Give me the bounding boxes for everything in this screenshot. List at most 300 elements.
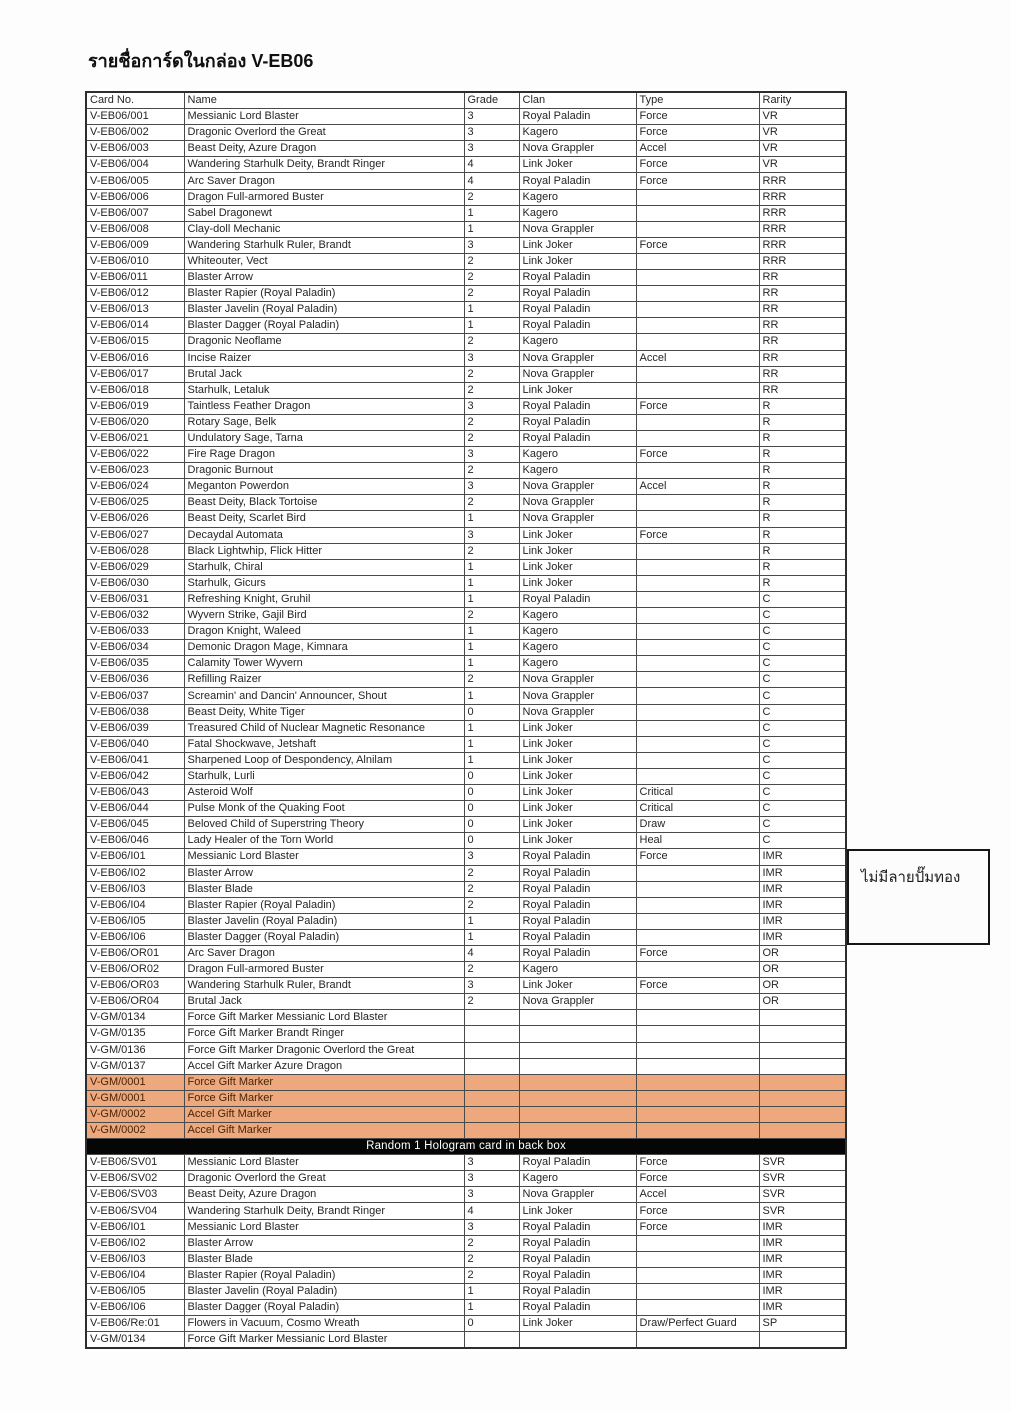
header-row [86,92,846,109]
cell-name: Fatal Shockwave, Jetshaft [184,736,464,752]
table-row [86,608,846,624]
cell-card-no: V-EB06/I02 [86,1235,184,1251]
cell-rarity: C [759,704,846,720]
cell-rarity: R [759,430,846,446]
cell-clan: Royal Paladin [519,302,636,318]
cell-clan: Kagero [519,205,636,221]
cell-card-no: V-EB06/023 [86,463,184,479]
cell-card-no: V-EB06/045 [86,817,184,833]
table-row [86,833,846,849]
cell-clan: Kagero [519,656,636,672]
table-row [86,1026,846,1042]
cell-type [636,495,759,511]
cell-rarity: C [759,801,846,817]
section-banner-label: Random 1 Hologram card in back box [86,1139,846,1155]
cell-grade: 1 [464,1283,519,1299]
cell-name: Force Gift Marker Messianic Lord Blaster [184,1332,464,1349]
cell-rarity: C [759,752,846,768]
cell-rarity: C [759,768,846,784]
cell-card-no: V-EB06/I06 [86,1300,184,1316]
table-row [86,1058,846,1074]
cell-clan: Link Joker [519,559,636,575]
cell-type [636,591,759,607]
cell-clan [519,1332,636,1349]
table-row [86,382,846,398]
cell-card-no: V-EB06/030 [86,575,184,591]
cell-clan: Link Joker [519,785,636,801]
cell-type [636,624,759,640]
cell-grade: 2 [464,1235,519,1251]
cell-rarity [759,1058,846,1074]
cell-name: Blaster Arrow [184,865,464,881]
table-row [86,656,846,672]
cell-rarity: R [759,495,846,511]
cell-clan: Royal Paladin [519,865,636,881]
cell-name: Beast Deity, Scarlet Bird [184,511,464,527]
cell-rarity [759,1090,846,1106]
table-row [86,141,846,157]
cell-card-no: V-EB06/001 [86,109,184,125]
cell-rarity: C [759,720,846,736]
cell-grade: 0 [464,817,519,833]
table-row [86,270,846,286]
cell-name: Refreshing Knight, Gruhil [184,591,464,607]
cell-card-no: V-EB06/I03 [86,1251,184,1267]
cell-grade: 2 [464,1267,519,1283]
cell-type [636,1074,759,1090]
cell-rarity: RR [759,382,846,398]
cell-name: Rotary Sage, Belk [184,414,464,430]
table-row [86,929,846,945]
cell-type [636,688,759,704]
cell-rarity: RRR [759,253,846,269]
cell-name: Messianic Lord Blaster [184,849,464,865]
cell-clan [519,1106,636,1122]
table-row [86,704,846,720]
cell-card-no: V-EB06/019 [86,398,184,414]
cell-clan: Link Joker [519,736,636,752]
cell-card-no: V-EB06/I03 [86,881,184,897]
cell-type [636,881,759,897]
cell-rarity: C [759,640,846,656]
cell-clan: Royal Paladin [519,109,636,125]
cell-grade: 3 [464,398,519,414]
cell-rarity: IMR [759,865,846,881]
cell-name: Meganton Powerdon [184,479,464,495]
cell-clan: Royal Paladin [519,1283,636,1299]
cell-name: Accel Gift Marker [184,1123,464,1139]
cell-grade [464,1123,519,1139]
cell-clan: Nova Grappler [519,141,636,157]
table-row [86,495,846,511]
table-row [86,1300,846,1316]
cell-clan: Nova Grappler [519,994,636,1010]
cell-grade: 4 [464,157,519,173]
cell-rarity: RRR [759,205,846,221]
cell-type: Critical [636,785,759,801]
cell-type [636,1042,759,1058]
table-row [86,286,846,302]
cell-grade: 3 [464,527,519,543]
cell-card-no: V-EB06/014 [86,318,184,334]
table-row [86,688,846,704]
cell-card-no: V-EB06/024 [86,479,184,495]
table-row [86,173,846,189]
cell-clan: Royal Paladin [519,929,636,945]
cell-grade: 1 [464,559,519,575]
cell-grade: 4 [464,173,519,189]
cell-card-no: V-EB06/I01 [86,1219,184,1235]
cell-clan: Kagero [519,1171,636,1187]
cell-grade: 0 [464,1316,519,1332]
cell-type: Force [636,1219,759,1235]
cell-card-no: V-EB06/038 [86,704,184,720]
cell-type [636,559,759,575]
cell-clan: Nova Grappler [519,688,636,704]
note-text: ไม่มีลายปั๊มทอง [861,869,961,886]
cell-clan: Kagero [519,962,636,978]
cell-card-no: V-EB06/017 [86,366,184,382]
table-row [86,736,846,752]
cell-card-no: V-EB06/I05 [86,913,184,929]
cell-type: Force [636,109,759,125]
cell-clan: Link Joker [519,543,636,559]
cell-clan: Nova Grappler [519,672,636,688]
cell-rarity: C [759,688,846,704]
cell-type: Draw [636,817,759,833]
cell-card-no: V-GM/0135 [86,1026,184,1042]
cell-grade: 2 [464,994,519,1010]
table-row [86,1155,846,1171]
table-row [86,237,846,253]
cell-rarity: IMR [759,913,846,929]
cell-type [636,1251,759,1267]
cell-name: Blaster Dagger (Royal Paladin) [184,318,464,334]
cell-name: Sabel Dragonewt [184,205,464,221]
cell-name: Incise Raizer [184,350,464,366]
cell-clan: Royal Paladin [519,430,636,446]
cell-card-no: V-EB06/OR01 [86,945,184,961]
table-row [86,672,846,688]
cell-grade: 1 [464,913,519,929]
table-row [86,559,846,575]
cell-name: Messianic Lord Blaster [184,1219,464,1235]
cell-clan [519,1042,636,1058]
cell-card-no: V-EB06/016 [86,350,184,366]
cell-grade: 2 [464,366,519,382]
table-row [86,1106,846,1122]
cell-rarity: VR [759,157,846,173]
cell-clan: Royal Paladin [519,1251,636,1267]
table-row [86,801,846,817]
table-row [86,205,846,221]
cell-type [636,656,759,672]
cell-rarity: R [759,559,846,575]
cell-rarity [759,1010,846,1026]
cell-rarity [759,1106,846,1122]
cell-name: Beast Deity, White Tiger [184,704,464,720]
cell-name: Blaster Arrow [184,1235,464,1251]
cell-rarity: IMR [759,1267,846,1283]
cell-rarity: R [759,527,846,543]
table-row [86,1042,846,1058]
table-row [86,1010,846,1026]
cell-clan: Royal Paladin [519,1155,636,1171]
cell-grade: 1 [464,318,519,334]
cell-rarity: R [759,398,846,414]
table-row [86,125,846,141]
cell-clan: Royal Paladin [519,173,636,189]
cell-rarity: VR [759,109,846,125]
table-row [86,527,846,543]
cell-grade: 2 [464,334,519,350]
table-row [86,1267,846,1283]
cell-clan [519,1123,636,1139]
table-row [86,189,846,205]
table-row [86,398,846,414]
cell-name: Arc Saver Dragon [184,173,464,189]
cell-rarity: RRR [759,189,846,205]
cell-clan [519,1058,636,1074]
cell-rarity: R [759,414,846,430]
cell-clan: Royal Paladin [519,318,636,334]
table-row [86,447,846,463]
cell-type [636,1332,759,1349]
cell-card-no: V-EB06/SV03 [86,1187,184,1203]
table-row [86,414,846,430]
cell-grade: 2 [464,865,519,881]
cell-grade [464,1074,519,1090]
cell-rarity: C [759,736,846,752]
cell-type: Accel [636,350,759,366]
cell-card-no: V-EB06/009 [86,237,184,253]
cell-rarity: RR [759,286,846,302]
cell-clan: Link Joker [519,253,636,269]
cell-type [636,430,759,446]
table-row [86,752,846,768]
cell-grade [464,1106,519,1122]
cell-type [636,1123,759,1139]
cell-name: Beast Deity, Azure Dragon [184,1187,464,1203]
table-row [86,543,846,559]
cell-clan: Nova Grappler [519,495,636,511]
cell-grade [464,1042,519,1058]
cell-type [636,414,759,430]
cell-clan: Royal Paladin [519,286,636,302]
cell-grade: 2 [464,897,519,913]
cell-name: Beast Deity, Black Tortoise [184,495,464,511]
cell-grade: 3 [464,1187,519,1203]
cell-clan: Link Joker [519,768,636,784]
cell-name: Blaster Javelin (Royal Paladin) [184,1283,464,1299]
cell-type [636,768,759,784]
cell-card-no: V-EB06/028 [86,543,184,559]
cell-type [636,189,759,205]
cell-rarity [759,1074,846,1090]
cell-card-no: V-GM/0001 [86,1090,184,1106]
table-row [86,1187,846,1203]
cell-type [636,334,759,350]
cell-type: Force [636,447,759,463]
cell-card-no: V-EB06/036 [86,672,184,688]
cell-grade: 2 [464,414,519,430]
cell-clan: Nova Grappler [519,1187,636,1203]
cell-name: Wandering Starhulk Ruler, Brandt [184,978,464,994]
cell-grade: 2 [464,608,519,624]
cell-grade: 2 [464,253,519,269]
cell-name: Wandering Starhulk Deity, Brandt Ringer [184,1203,464,1219]
cell-name: Blaster Javelin (Royal Paladin) [184,302,464,318]
cell-name: Fire Rage Dragon [184,447,464,463]
cell-rarity: OR [759,962,846,978]
cell-card-no: V-GM/0137 [86,1058,184,1074]
cell-card-no: V-EB06/029 [86,559,184,575]
cell-type [636,1010,759,1026]
cell-rarity: C [759,624,846,640]
cell-rarity: C [759,785,846,801]
cell-grade: 1 [464,575,519,591]
cell-rarity: RR [759,302,846,318]
cell-rarity: SP [759,1316,846,1332]
cell-type: Force [636,849,759,865]
cell-type [636,865,759,881]
cell-clan: Royal Paladin [519,945,636,961]
cell-name: Starhulk, Letaluk [184,382,464,398]
cell-card-no: V-EB06/I04 [86,897,184,913]
table-row [86,1283,846,1299]
cell-type [636,929,759,945]
cell-name: Blaster Dagger (Royal Paladin) [184,929,464,945]
cell-grade: 2 [464,881,519,897]
cell-rarity: IMR [759,1300,846,1316]
cell-grade: 2 [464,962,519,978]
table-row [86,768,846,784]
cell-card-no: V-EB06/I01 [86,849,184,865]
cell-type [636,704,759,720]
cell-type [636,221,759,237]
cell-clan: Link Joker [519,801,636,817]
cell-type [636,962,759,978]
cell-type: Force [636,157,759,173]
cell-name: Starhulk, Lurli [184,768,464,784]
table-row [86,978,846,994]
cell-type [636,286,759,302]
cell-card-no: V-EB06/026 [86,511,184,527]
cell-grade: 3 [464,1171,519,1187]
cell-name: Accel Gift Marker Azure Dragon [184,1058,464,1074]
cell-type [636,253,759,269]
table-row [86,1235,846,1251]
table-row [86,1219,846,1235]
cell-rarity: RRR [759,221,846,237]
cell-name: Undulatory Sage, Tarna [184,430,464,446]
cell-type [636,1058,759,1074]
cell-card-no: V-EB06/022 [86,447,184,463]
cell-type [636,994,759,1010]
cell-clan: Kagero [519,463,636,479]
cell-card-no: V-EB06/012 [86,286,184,302]
table-row [86,994,846,1010]
cell-name: Starhulk, Gicurs [184,575,464,591]
cell-name: Asteroid Wolf [184,785,464,801]
cell-rarity: C [759,672,846,688]
cell-rarity: C [759,817,846,833]
cell-card-no: V-EB06/034 [86,640,184,656]
table-row [86,479,846,495]
cell-card-no: V-EB06/SV04 [86,1203,184,1219]
cell-rarity: RR [759,334,846,350]
cell-card-no: V-EB06/008 [86,221,184,237]
cell-rarity [759,1042,846,1058]
table-row [86,366,846,382]
cell-type [636,913,759,929]
cell-card-no: V-EB06/027 [86,527,184,543]
cell-type: Force [636,978,759,994]
cell-grade: 2 [464,543,519,559]
table-row [86,575,846,591]
cell-card-no: V-EB06/I06 [86,929,184,945]
cell-name: Force Gift Marker Brandt Ringer [184,1026,464,1042]
cell-type: Force [636,173,759,189]
cell-clan: Royal Paladin [519,1300,636,1316]
cell-card-no: V-EB06/I04 [86,1267,184,1283]
cell-rarity: R [759,543,846,559]
cell-grade: 3 [464,1155,519,1171]
cell-type: Force [636,398,759,414]
cell-card-no: V-EB06/002 [86,125,184,141]
table-row [86,430,846,446]
cell-grade: 1 [464,591,519,607]
cell-grade: 3 [464,1219,519,1235]
cell-type: Force [636,125,759,141]
cell-name: Blaster Rapier (Royal Paladin) [184,286,464,302]
cell-rarity: RRR [759,173,846,189]
cell-grade: 3 [464,978,519,994]
cell-grade: 1 [464,205,519,221]
cell-rarity: RR [759,366,846,382]
cell-card-no: V-EB06/004 [86,157,184,173]
table-row [86,1316,846,1332]
cell-card-no: V-GM/0002 [86,1106,184,1122]
cell-name: Force Gift Marker [184,1090,464,1106]
cell-clan: Link Joker [519,157,636,173]
cell-clan: Nova Grappler [519,511,636,527]
cell-name: Blaster Blade [184,881,464,897]
cell-name: Force Gift Marker Dragonic Overlord the Great [184,1042,464,1058]
cell-grade: 1 [464,221,519,237]
cell-card-no: V-EB06/SV01 [86,1155,184,1171]
cell-grade: 3 [464,237,519,253]
cell-name: Blaster Rapier (Royal Paladin) [184,897,464,913]
cell-name: Messianic Lord Blaster [184,1155,464,1171]
table-row [86,1332,846,1349]
cell-name: Dragon Knight, Waleed [184,624,464,640]
cell-grade: 4 [464,945,519,961]
cell-clan: Link Joker [519,817,636,833]
cell-grade: 0 [464,785,519,801]
cell-type [636,1090,759,1106]
cell-card-no: V-EB06/013 [86,302,184,318]
cell-name: Dragonic Burnout [184,463,464,479]
cell-type: Force [636,1203,759,1219]
col-header-card-no: Card No. [86,92,184,109]
col-header-type: Type [636,92,759,109]
cell-rarity: VR [759,141,846,157]
cell-clan: Royal Paladin [519,1219,636,1235]
table-row [86,318,846,334]
cell-card-no: V-EB06/005 [86,173,184,189]
cell-clan: Royal Paladin [519,849,636,865]
